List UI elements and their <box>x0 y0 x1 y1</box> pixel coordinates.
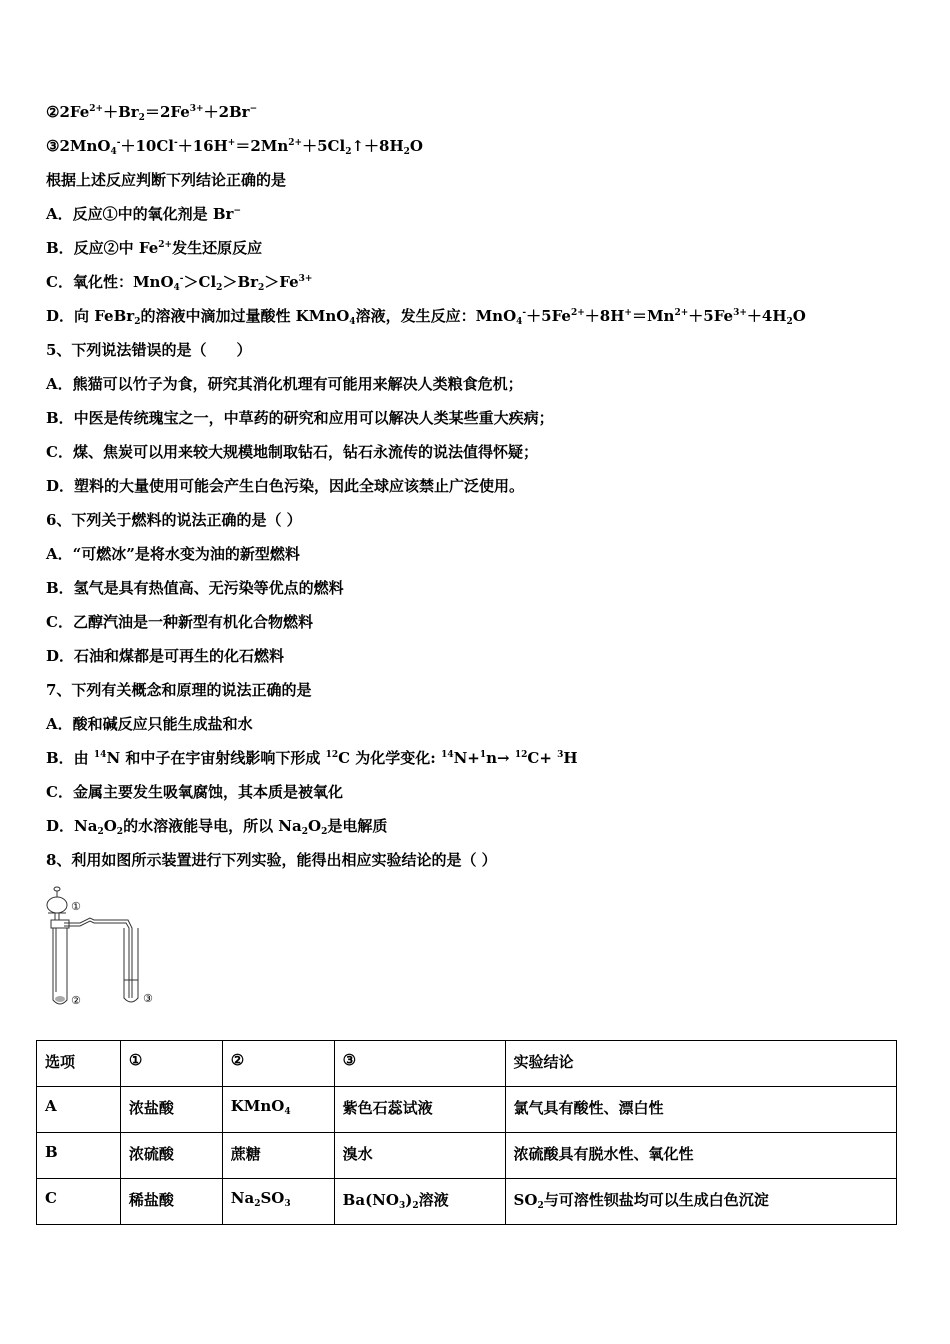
q4-option-c: C．氧化性：$MnO_4^->Cl_2>Br_2>Fe^{3+}$ <box>46 273 313 293</box>
q5-option-d: D．塑料的大量使用可能会产生白色污染，因此全球应该禁止广泛使用。 <box>46 477 525 495</box>
q5-stem: 5、下列说法错误的是（ ） <box>46 341 252 359</box>
label-3: ③ <box>143 992 153 1005</box>
table-cell: C <box>37 1179 121 1225</box>
table-header-row <box>37 1041 897 1087</box>
table-header: ③ <box>334 1041 505 1087</box>
reaction-3: $③2MnO_4^-+10Cl^-+16H^+=2Mn^{2+}+5Cl_2↑+8H_2O$ <box>46 137 423 157</box>
table-cell: 浓硫酸具有脱水性、氧化性 <box>505 1133 896 1179</box>
q7-option-c: C．金属主要发生吸氧腐蚀，其本质是被氧化 <box>46 783 343 801</box>
q7-option-b: B．由 $^{14}$N 和中子在宇宙射线影响下形成 $^{12}$C 为化学变化: $^{14}$N+$^1$n→ $^{12}$C+ $^3$H <box>46 749 578 767</box>
table-header: ① <box>120 1041 222 1087</box>
funnel-bulb <box>47 897 67 913</box>
table-row <box>37 1179 897 1225</box>
q4-option-a: A．反应①中的氧化剂是 Br− <box>46 205 241 223</box>
reaction-2: $②2Fe^{2+}+Br_2=2Fe^{3+}+2Br^-$ <box>46 103 258 123</box>
table-cell: $Ba(NO_3)_2$溶液 <box>334 1179 505 1225</box>
label-2: ② <box>71 994 81 1007</box>
q4-option-d: D．向 FeBr$_2$的溶液中滴加过量酸性 KMnO$_4$溶液，发生反应：$MnO_4^-+5Fe^{2+}+8H^+=Mn^{2+}+5Fe^{3+}+4H_2O$ <box>46 307 806 327</box>
table-header: 实验结论 <box>505 1041 896 1087</box>
q4-stem: 根据上述反应判断下列结论正确的是 <box>46 171 287 189</box>
label-1: ① <box>71 900 81 913</box>
table-cell: $SO_2$与可溶性钡盐均可以生成白色沉淀 <box>505 1179 896 1225</box>
q7-option-a: A．酸和碱反应只能生成盐和水 <box>46 715 253 733</box>
table-row <box>37 1133 897 1179</box>
q6-option-b: B．氢气是具有热值高、无污染等优点的燃料 <box>46 579 344 597</box>
table-row <box>37 1087 897 1133</box>
delivery-tube <box>64 918 132 998</box>
test-tube-1 <box>53 928 67 1004</box>
table-cell: 紫色石蕊试液 <box>334 1087 505 1133</box>
q7-stem: 7、下列有关概念和原理的说法正确的是 <box>46 681 312 699</box>
q6-option-c: C．乙醇汽油是一种新型有机化合物燃料 <box>46 613 313 631</box>
table-cell: $Na_2SO_3$ <box>222 1179 334 1225</box>
table-header: 选项 <box>37 1041 121 1087</box>
apparatus-diagram <box>40 880 170 1010</box>
table-header: ② <box>222 1041 334 1087</box>
table-cell: 氯气具有酸性、漂白性 <box>505 1087 896 1133</box>
table-cell: 蔗糖 <box>222 1133 334 1179</box>
table-cell: 稀盐酸 <box>120 1179 222 1225</box>
q4-option-b: B．反应②中 $Fe^{2+}$发生还原反应 <box>46 239 263 257</box>
test-tube-2 <box>124 928 138 1002</box>
table-cell: 浓盐酸 <box>120 1087 222 1133</box>
table-cell: A <box>37 1087 121 1133</box>
table-cell: KMnO$_4$ <box>222 1087 334 1133</box>
q5-option-a: A．熊猫可以竹子为食，研究其消化机理有可能用来解决人类粮食危机； <box>46 375 523 393</box>
q5-option-c: C．煤、焦炭可以用来较大规模地制取钻石，钻石永流传的说法值得怀疑； <box>46 443 538 461</box>
stopper <box>51 920 69 928</box>
table-cell: 溴水 <box>334 1133 505 1179</box>
q6-stem: 6、下列关于燃料的说法正确的是（ ） <box>46 511 302 529</box>
q7-option-d: D．$Na_2O_2$的水溶液能导电，所以 $Na_2O_2$是电解质 <box>46 817 388 837</box>
q8-stem: 8、利用如图所示装置进行下列实验，能得出相应实验结论的是（ ） <box>46 851 497 869</box>
q5-option-b: B．中医是传统瑰宝之一，中草药的研究和应用可以解决人类某些重大疾病； <box>46 409 554 427</box>
table-cell: B <box>37 1133 121 1179</box>
q6-option-d: D．石油和煤都是可再生的化石燃料 <box>46 647 285 665</box>
q6-option-a: A．“可燃冰”是将水变为油的新型燃料 <box>46 545 300 563</box>
table-cell: 浓硫酸 <box>120 1133 222 1179</box>
experiment-table <box>36 1040 897 1225</box>
